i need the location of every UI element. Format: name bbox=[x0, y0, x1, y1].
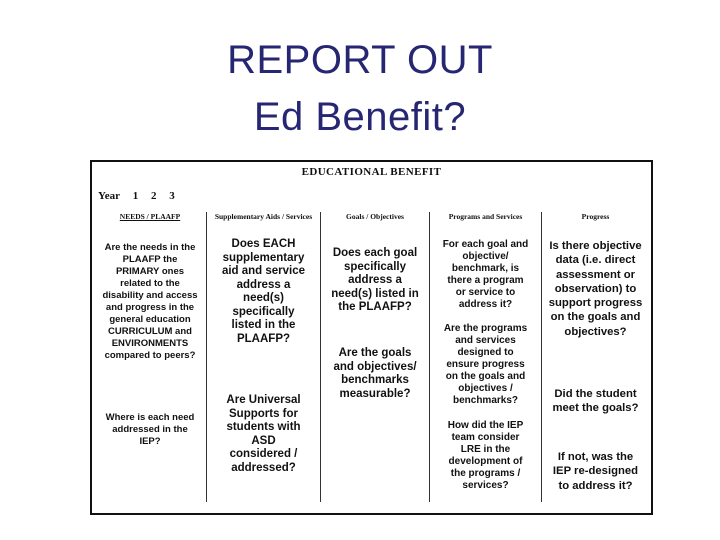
table-cell: How did the IEP team consider LRE in the development of the programs / services? bbox=[447, 420, 524, 491]
table-cell: Where is each need addressed in the IEP? bbox=[105, 412, 195, 447]
table-cell: Does each goal specifically address a need(s) listed in the PLAAFP? bbox=[331, 247, 419, 313]
column-header: Progress bbox=[581, 212, 610, 221]
document-title: EDUCATIONAL BENEFIT bbox=[301, 166, 442, 178]
slide-title-line1: REPORT OUT bbox=[227, 38, 493, 82]
year-label: Year bbox=[98, 190, 120, 202]
table-cell: Is there objective data (i.e. direct assessment or observation) to support progress on the goals and objectives? bbox=[548, 240, 643, 338]
column-supplementary-aids bbox=[207, 212, 320, 502]
column-header: Goals / Objectives bbox=[346, 212, 404, 221]
column-programs-services bbox=[430, 212, 541, 502]
table-cell: Are the programs and services designed to ensure progress on the goals and objectives / benchmarks? bbox=[443, 323, 528, 406]
table-cell: Did the student meet the goals? bbox=[552, 388, 639, 415]
table-cell: For each goal and objective/ benchmark, is there a program or service to address it? bbox=[442, 239, 529, 310]
year-row bbox=[98, 190, 185, 202]
table-cell: If not, was the IEP re-designed to address it? bbox=[552, 451, 639, 492]
educational-benefit-document bbox=[90, 160, 653, 515]
table-cell: Are the goals and objectives/ benchmarks measurable? bbox=[333, 347, 417, 400]
table-cell: Does EACH supplementary aid and service address a need(s) specifically listed in the PLAAFP? bbox=[221, 238, 306, 345]
column-needs bbox=[94, 212, 206, 502]
table-cell: Are the needs in the PLAAFP the PRIMARY ones related to the disability and access and progress in the general education CURRICULUM and ENVIRONMENTS compared to peers? bbox=[102, 242, 198, 361]
year-1: 1 bbox=[132, 190, 139, 202]
year-3: 3 bbox=[169, 190, 175, 202]
table-cell: Are Universal Supports for students with ASD considered / addressed? bbox=[226, 394, 301, 474]
column-goals bbox=[321, 212, 429, 502]
column-header: Supplementary Aids / Services bbox=[214, 212, 313, 221]
year-2: 2 bbox=[151, 190, 157, 202]
column-progress bbox=[542, 212, 649, 502]
column-header: Programs and Services bbox=[448, 212, 523, 221]
benefit-table bbox=[94, 212, 649, 502]
slide-title-line2: Ed Benefit? bbox=[253, 95, 467, 139]
column-header: NEEDS / PLAAFP bbox=[119, 212, 181, 221]
